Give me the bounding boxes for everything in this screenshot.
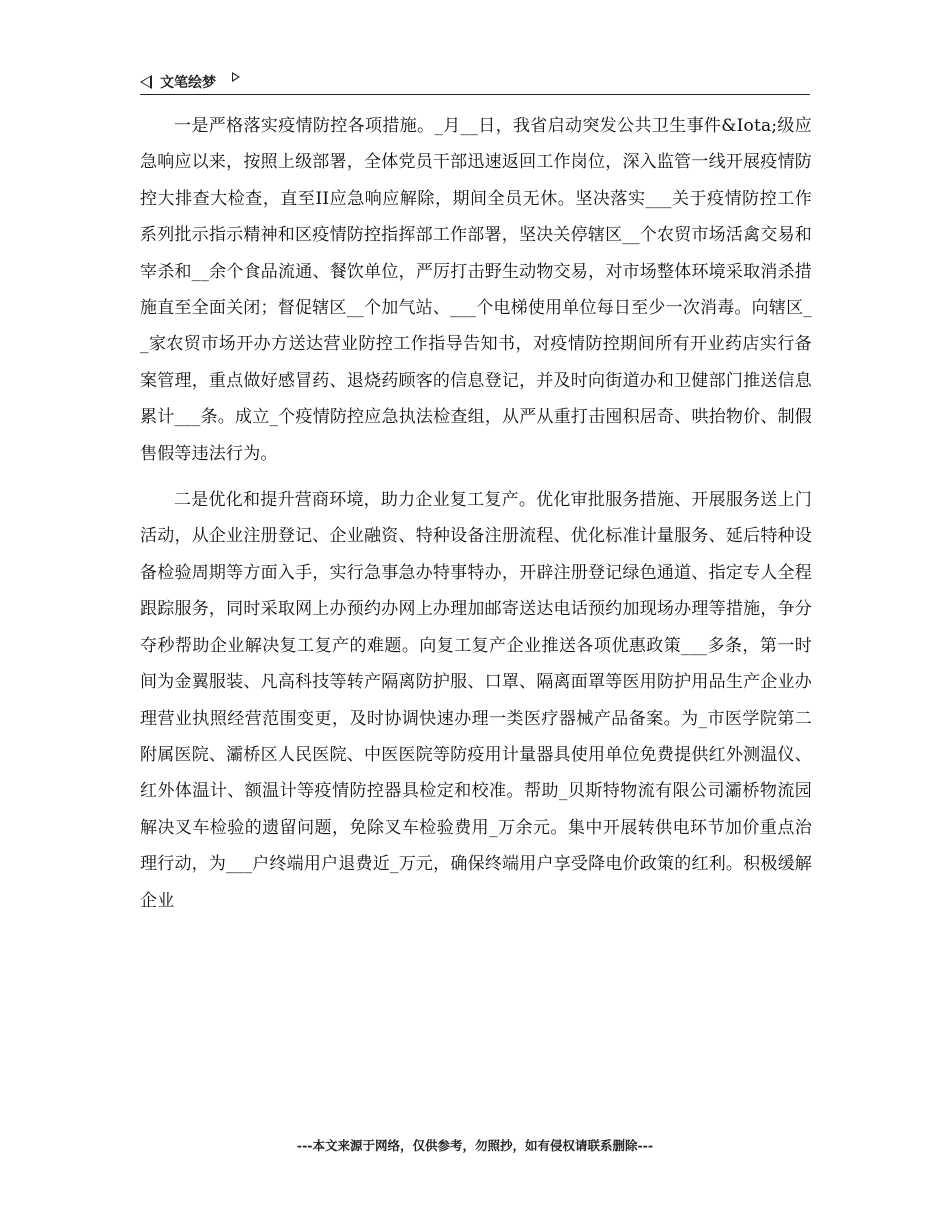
header-title: 文笔绘梦 <box>160 75 216 91</box>
paragraph-business-environment: 二是优化和提升营商环境，助力企业复工复产。优化审批服务措施、开展服务送上门活动，从企业注册登记、企业融资、特种设备注册流程、优化标准计量服务、延后特种设备检验周期等方面入手，实行急事急办特事特办，开辟注册登记绿色通道、指定专人全程跟踪服务，同时采取网上办预约办网上办理加邮寄送达电话预约加现场办理等措施，争分夺秒帮助企业解决复工复产的难题。向复工复产企业推送各项优惠政策___多条，第一时间为金翼服装、凡高科技等转产隔离防护服、口罩、隔离面罩等医用防护用品生产企业办理营业执照经营范围变更，及时协调快速办理一类医疗器械产品备案。为_市医学院第二附属医院、灞桥区人民医院、中医医院等防疫用计量器具使用单位免费提供红外测温仪、红外体温计、额温计等疫情防控器具检定和校准。帮助_贝斯特物流有限公司灞桥物流园解决叉车检验的遗留问题，免除叉车检验费用_万余元。集中开展转供电环节加价重点治理行动，为___户终端用户退费近_万元，确保终端用户享受降电价政策的红利。积极缓解企业 <box>140 490 812 911</box>
triangle-right-outline-icon <box>232 72 240 82</box>
document-body <box>140 108 812 919</box>
page-footer-disclaimer: ---本文来源于网络，仅供参考，勿照抄，如有侵权请联系删除--- <box>296 1138 654 1153</box>
triangle-left-outline-icon <box>140 75 152 89</box>
paragraph-epidemic-prevention: 一是严格落实疫情防控各项措施。_月__日，我省启动突发公共卫生事件&Iota;级应急响应以来，按照上级部署，全体党员干部迅速返回工作岗位，深入监管一线开展疫情防控大排查大检查，直至II应急响应解除，期间全员无休。坚决落实___关于疫情防控工作系列批示指示精神和区疫情防控指挥部工作部署，坚决关停辖区__个农贸市场活禽交易和宰杀和__余个食品流通、餐饮单位，严厉打击野生动物交易，对市场整体环境采取消杀措施直至全面关闭；督促辖区__个加气站、___个电梯使用单位每日至少一次消毒。向辖区__家农贸市场开办方送达营业防控工作指导告知书，对疫情防控期间所有开业药店实行备案管理，重点做好感冒药、退烧药顾客的信息登记，并及时向街道办和卫健部门推送信息累计___条。成立_个疫情防控应急执法检查组，从严从重打击囤积居奇、哄抬物价、制假售假等违法行为。 <box>140 116 812 464</box>
page-header <box>140 68 810 95</box>
